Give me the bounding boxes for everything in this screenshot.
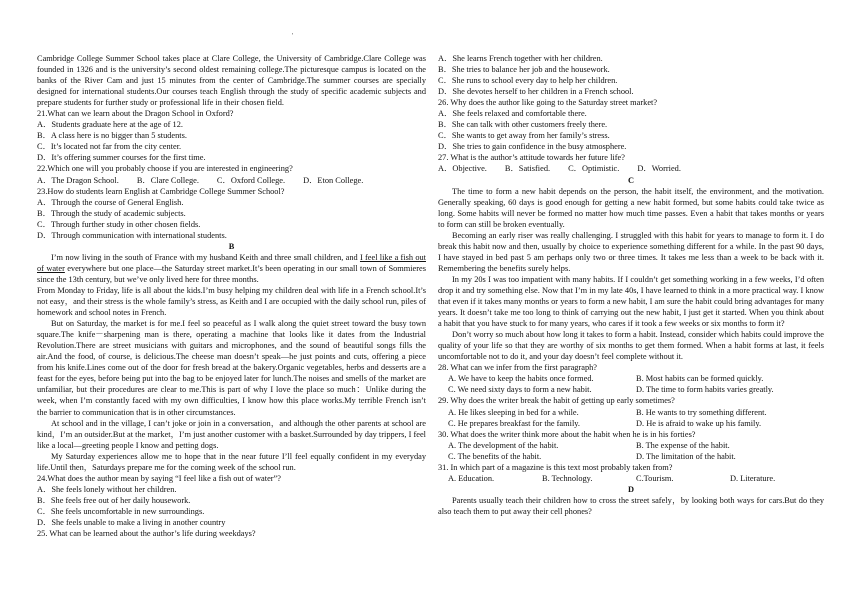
question-25: 25. What can be learned about the author’s life during weekdays? [37,529,256,539]
q29-option-b: B. He wants to try something different. [636,407,767,417]
q24-option-b: B．She feels free out of her daily housework. [37,495,191,505]
q24-option-c: C．She feels uncomfortable in new surroundings. [37,506,205,516]
section-heading-b: B [228,241,235,251]
q25-option-a: A．She learns French together with her children. [438,54,603,63]
question-29: 29. Why does the writer break the habit of getting up early sometimes? [438,396,675,406]
passage-c-paragraph-4: Don’t worry so much about how long it takes to form a habit. Instead, consider which habits could improve the quality of your life so that they are worthy of six months to get them formed. When a habit forms at last, it feels uncomfortable not to do it, and your day doesn’t feel complete without it. [438,330,824,362]
q21-option-d: D．It’s offering summer courses for the first time. [37,153,206,163]
q31-option-b: B. Technology. [542,473,593,483]
question-30: 30. What does the writer think more about the habit when he is in his forties? [438,429,696,439]
q25-option-d: D．She devotes herself to her children in a French school. [438,87,634,97]
q30-options-row-1 [438,440,824,451]
q26-option-a: A．She feels relaxed and comfortable there. [438,109,587,119]
section-heading-d: D [627,484,635,494]
question-24: 24.What does the author mean by saying “I feel like a fish out of water”? [37,473,281,483]
page-mark: ' [292,32,294,40]
q23-option-b: B．Through the study of academic subjects. [37,208,186,218]
q23-option-a: A．Through the course of General English. [37,197,184,207]
q22-option-d: D．Eton College. [303,175,364,185]
q22-options [37,175,426,186]
q31-option-c: C.Tourism. [636,473,674,483]
q28-options-row-1 [438,373,824,384]
q22-option-a: A．The Dragon School. [37,175,119,185]
q30-option-d: D. The limitation of the habit. [636,451,736,461]
question-22: 22.Which one will you probably choose if you are interested in engineering? [37,164,293,174]
q30-option-c: C. The benefits of the habit. [448,451,542,461]
q28-option-c: C. We need sixty days to form a new habit. [448,385,592,395]
q31-option-d: D. Literature. [730,473,776,483]
q24-option-a: A．She feels lonely without her children. [37,484,177,494]
passage-c-paragraph-3: In my 20s I was too impatient with many habits. If I couldn’t get something working in a few weeks, I’d often drop it and try something else. Now that I’m in my late 40s, I have learned to think in a more practical way. I know that even if it takes many months or years to form a new habit, I am sure the habit could bring advantages for many years. It doesn’t take me too long to think of carrying out the new habit, I just get it started. When you think about a habit that you have stuck to for many years, who cares if it took a few weeks or six months to form it? [438,274,824,329]
q30-options-row-2 [438,451,824,462]
passage-c-paragraph-1: The time to form a new habit depends on the person, the habit itself, the environment, and the motivation. Generally speaking, 60 days is good enough for getting a new habit formed, but some habits could take twice as long. Some habits will never be formed no matter how much time passes. Even a habit that takes months or years to form can still be broken eventually. [438,186,824,229]
q26-option-c: C．She wants to get away from her family’s stress. [438,131,610,141]
q30-option-b: B. The expense of the habit. [636,440,730,450]
passage-b-paragraph-5: My Saturday experiences allow me to hope that in the near future I’ll feel equally confident in my everyday life.Until then，Saturdays prepare me for the coming week of the school run. [37,451,426,472]
passage-b-paragraph-4: At school and in the village, I can’t joke or join in a conversation，and although the other parents at school are kind，I’m an outsider.But at the market，I’m just another customer with a basket.Surrounded by day trippers, I feel like a local—greeting people I know and petting dogs. [37,418,426,450]
passage-b-paragraph-2: From Monday to Friday, life is all about the kids.I’m busy helping my children deal with life in a French school.It’s not easy，and their stress is the whole family’s stress, as Keith and I are occupied with the daily school run, piles of homework and school notes in French. [37,285,426,318]
passage-b-paragraph-3: But on Saturday, the market is for me.I feel so peaceful as I walk along the quiet street toward the busy town square.The knife－sharpening man is there, operating a machine that looks like it dates from the Industrial Revolution.There are street musicians with guitars and microphones, and the sound of beautiful songs fills the air.And the food, of course, is delicious.The cheese man doesn’t speak—he just points and cuts, offering a piece from his knife.Lines come out of the door for fresh bread at the bakery.Organic vegetables, herbs and desserts are a feast for the eyes, before being put into the bag to be enjoyed later for lunch.The noises and smells of the market are unfamiliar, but their procedures are clear to me.This is part of why I love the place so much：Unlike during the week, when I’m constantly faced with my own difficulties, I know how this place works.My terrible French isn’t the barrier to communication that is in other circumstances. [37,319,426,417]
q28-option-d: D. The time to form habits varies greatly. [636,385,774,395]
left-column [37,53,426,539]
q28-option-b: B. Most habits can be formed quickly. [636,374,764,384]
question-21: 21.What can we learn about the Dragon School in Oxford? [37,109,234,119]
passage-a-intro: Cambridge College Summer School takes place at Clare College, the University of Cambridge.Clare College was founded in 1326 and is the university’s second oldest remaining college.The picturesque campus is located on the banks of the River Cam and just 15 minutes from the center of Cambridge.The summer courses are specially designed for international students.Our courses teach English through the study of specific academic subjects and prepare students for further study or professional life in their chosen field. [37,54,426,108]
q25-option-c: C．She runs to school every day to help her children. [438,76,618,86]
q29-option-c: C. He prepares breakfast for the family. [448,418,580,428]
q21-option-b: B．A class here is no bigger than 5 students. [37,131,187,141]
q27-option-b: B．Satisfied. [504,164,551,174]
q27-option-d: D．Worried. [637,164,681,174]
q28-options-row-2 [438,384,824,395]
q25-option-b: B．She tries to balance her job and the housework. [438,65,610,75]
q24-option-d: D．She feels unable to make a living in another country [37,517,226,527]
q26-option-b: B．She can talk with other customers freely there. [438,120,608,130]
q26-option-d: D．She tries to gain confidence in the busy atmosphere. [438,142,627,152]
q29-option-d: D. He is afraid to wake up his family. [636,418,762,428]
q23-option-c: C．Through further study in other chosen fields. [37,219,201,229]
q21-option-c: C．It’s located not far from the city center. [37,142,182,152]
question-26: 26. Why does the author like going to the Saturday street market? [438,98,658,108]
passage-d-paragraph-1: Parents usually teach their children how to cross the street safely，by looking both ways for cars.But do they also teach them to put away their cell phones? [438,495,824,516]
right-column [438,53,824,517]
q22-option-c: C．Oxford College. [216,175,286,185]
q30-option-a: A. The development of the habit. [448,440,559,450]
q27-options [438,163,824,174]
q29-option-a: A. He likes sleeping in bed for a while. [448,407,579,417]
question-27: 27. What is the author’s attitude towards her future life? [438,153,625,163]
passage-c-paragraph-2: Becoming an early riser was really challenging. I struggled with this habit for years to manage to form it. I do break this habit now and then, usually by choice to experience something different for a while. In the past 90 days, I have stayed in bed past 5 am perhaps only two or three times. It takes me less than a week to be back with it. Remembering the benefits surely helps. [438,230,824,273]
section-heading-c: C [627,175,635,185]
question-31: 31. In which part of a magazine is this text most probably taken from? [438,462,673,472]
underlined-phrase: I feel like a fish out of water [37,252,426,273]
q21-option-a: A．Students graduate here at the age of 12. [37,120,183,130]
question-28: 28. What can we infer from the first paragraph? [438,363,598,373]
q29-options-row-2 [438,418,824,429]
q27-option-a: A．Objective. [438,164,487,174]
q22-option-b: B．Clare College. [136,175,199,185]
q31-option-a: A. Education. [448,473,495,483]
q28-option-a: A. We have to keep the habits once formed. [448,374,594,384]
passage-b-paragraph-1: I’m now living in the south of France with my husband Keith and three small children, and I feel like a fish out of water everywhere but one place—the Saturday street market.It’s been operating in our small town of Sommieres since the 13th century, but we’ve only lived here for three months. [37,252,426,284]
q27-option-c: C．Optimistic. [568,164,620,174]
q31-options [438,473,824,484]
q29-options-row-1 [438,407,824,418]
question-23: 23.How do students learn English at Cambridge College Summer School? [37,186,285,196]
q23-option-d: D．Through communication with international students. [37,230,227,240]
